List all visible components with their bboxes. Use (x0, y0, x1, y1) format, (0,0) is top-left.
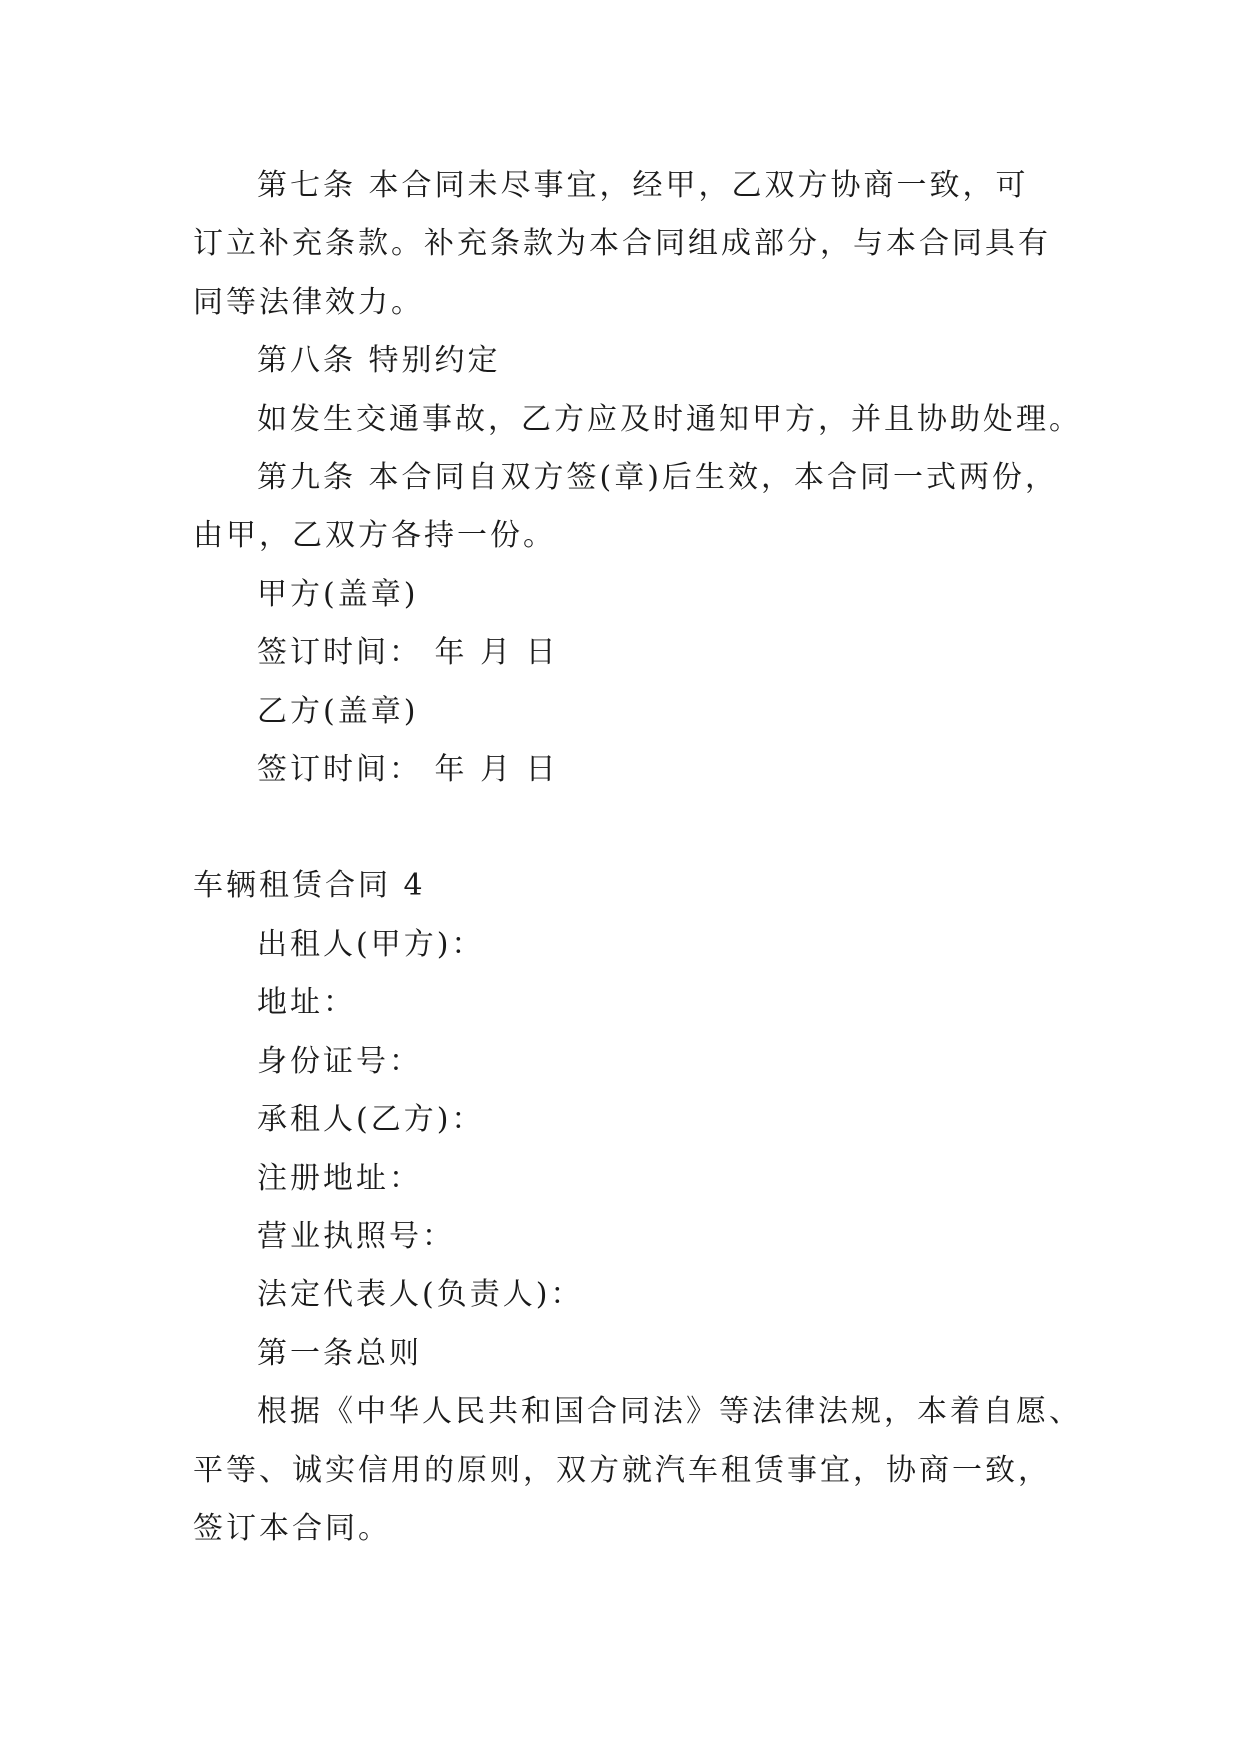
article1-line-1: 根据《中华人民共和国合同法》等法律法规，本着自愿、 (257, 1394, 1082, 1430)
article7-line-1: 第七条 本合同未尽事宜，经甲，乙双方协商一致，可 (257, 168, 1029, 203)
article9-line-2: 由甲，乙双方各持一份。 (193, 518, 556, 554)
article9-line-1: 第九条 本合同自双方签(章)后生效，本合同一式两份， (257, 460, 1058, 496)
id-number-field: 身份证号： (257, 1043, 422, 1079)
registered-address-field: 注册地址： (257, 1160, 422, 1196)
legal-rep-field: 法定代表人(负责人)： (257, 1277, 584, 1313)
party-a-seal: 甲方(盖章) (257, 576, 419, 612)
article8-title: 第八条 特别约定 (257, 343, 501, 379)
article1-line-3: 签订本合同。 (193, 1510, 391, 1546)
sign-time-b: 签订时间： 年 月 日 (257, 752, 559, 788)
lessor-field: 出租人(甲方)： (257, 926, 485, 962)
address-field: 地址： (257, 985, 356, 1021)
section-spacer (193, 799, 1063, 857)
business-license-field: 营业执照号： (257, 1218, 455, 1254)
contract4-title: 车辆租赁合同 4 (193, 868, 426, 904)
party-b-seal: 乙方(盖章) (257, 693, 419, 729)
document-body (193, 157, 1082, 1558)
article7-line-3: 同等法律效力。 (193, 284, 424, 320)
lessee-field: 承租人(乙方)： (257, 1102, 485, 1138)
article1-line-2: 平等、诚实信用的原则，双方就汽车租赁事宜，协商一致， (193, 1452, 1051, 1488)
article7-line-2: 订立补充条款。补充条款为本合同组成部分，与本合同具有 (193, 226, 1051, 262)
article8-body: 如发生交通事故，乙方应及时通知甲方，并且协助处理。 (257, 401, 1082, 437)
sign-time-a: 签订时间： 年 月 日 (257, 635, 559, 671)
article1-title: 第一条总则 (257, 1335, 422, 1371)
